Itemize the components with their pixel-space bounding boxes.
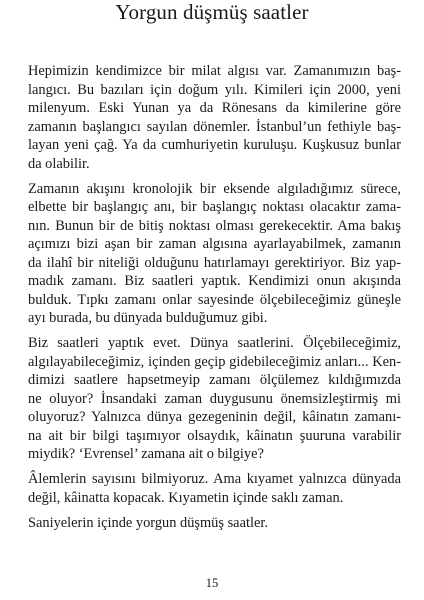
text-line: miydik? ‘Evrensel’ zamana ait o bilgiye? <box>28 446 264 462</box>
text-line: milenyum. Eski Yunan ya da Rönesans da kimilerine göre <box>28 100 401 116</box>
page-number: 15 <box>205 576 219 590</box>
text-line: ayı burada, bu dünyada bulduğumuz gibi. <box>28 310 268 326</box>
text-line: değil, kâinatta kopacak. Kıyametin içinde saklı zaman. <box>28 489 344 506</box>
paragraph <box>28 334 401 464</box>
paragraph <box>28 514 401 533</box>
body-text <box>28 62 401 539</box>
text-line: Biz saatleri yaptık evet. Dünya saatlerini. Ölçebileceğimiz, <box>28 335 401 351</box>
text-line: elbette bir başlangıç anı, bir başlangıç noktası olacaktır zama- <box>28 199 401 215</box>
text-line: oluyoruz? Yalnızca dünya gezegeninin değil, kâinatın zamanı- <box>28 409 401 425</box>
paragraph <box>28 470 401 507</box>
text-line: layan yeni çağ. Ya da cumhuriyetin kuruluşu. Kuşkusuz bunlar <box>28 137 401 153</box>
paragraph <box>28 62 401 173</box>
text-line: da olabilir. <box>28 155 90 172</box>
text-line: algılayabileceğimiz, içinden geçip gidebileceğimiz anları... Ken- <box>28 353 401 370</box>
text-line: langıcı. Bu bazıları için doğum yılı. Kimileri için 2000, yeni <box>28 81 401 98</box>
text-line: ne oluyor? İnsandaki zaman duygusunu önemsizleştirmiş mi <box>28 390 401 407</box>
text-line: bulduk. Tıpkı zamanı onlar sayesinde ölçebileceğimiz güneşle <box>28 291 401 308</box>
text-line: da ilahî bir niteliği olduğunu hatırlamayı gerektiriyor. Biz yap- <box>28 254 401 271</box>
text-line: açımızı bizi aşan bir zaman algısına ayarlayabilmek, zamanın <box>28 236 401 252</box>
text-line: Âlemlerin sayısını bilmiyoruz. Ama kıyamet yalnızca dünyada <box>28 471 401 487</box>
text-line: Saniyelerin içinde yorgun düşmüş saatler. <box>28 514 268 531</box>
text-line: Hepimizin kendimizce bir milat algısı var. Zamanımızın baş- <box>28 63 401 79</box>
text-line: madık zamanı. Biz saatleri yaptık. Kendimizi onun akışında <box>28 273 401 289</box>
text-line: na ait bir bilgi taşımıyor olsaydık, kâinatın şuuruna varabilir <box>28 427 401 444</box>
paragraph <box>28 180 401 328</box>
text-line: dimizi saatlere hapsetmeyip zamanı ölçülemez kıldığımızda <box>28 372 401 388</box>
text-line: zamanın başlangıcı sayılan dönemler. İstanbul’un fethiyle baş- <box>28 118 401 135</box>
page-title: Yorgun düşmüş saatler <box>115 0 309 24</box>
text-line: nın. Bunun bir de bitiş noktası olması gerekecektir. Ama bakış <box>28 217 401 234</box>
text-line: Zamanın akışını kronolojik bir eksende algıladığımız sürece, <box>28 180 401 197</box>
